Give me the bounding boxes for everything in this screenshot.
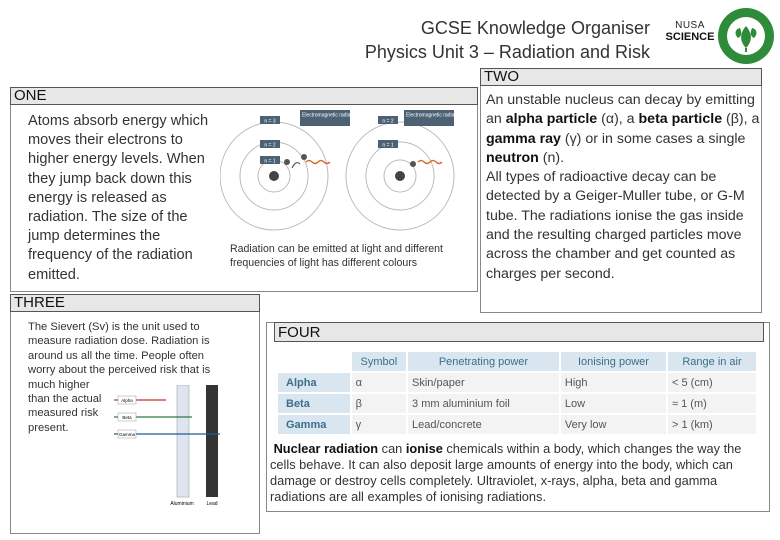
table-cell: Very low — [561, 415, 666, 434]
two-text-1: An unstable nucleus can decay by emitting an — [486, 92, 755, 128]
table-header-cell: Penetrating power — [408, 352, 559, 371]
table-row — [278, 373, 756, 392]
energy-level-diagram — [220, 104, 470, 240]
three-text-narrow: much higher than the actual measured risk present. — [28, 378, 102, 434]
section-one-text: Atoms absorb energy which moves their electrons to higher energy levels. When they jump back down this energy is released as radiation. The size of the jump determines the frequency of the radiation emitted. — [28, 113, 209, 283]
svg-text:n = 2: n = 2 — [382, 118, 394, 125]
level-tags-right — [378, 110, 463, 149]
aluminium-label: Aluminium — [170, 501, 194, 507]
table-cell: Beta — [278, 394, 350, 413]
two-text-detection: All types of radioactive decay can be detected by a Geiger-Muller tube, or G-M tube. The radiations ionise the gas inside and the resulting charged particles move across the chamber and get counted as charges per second. — [486, 169, 745, 282]
term-gamma: gamma ray — [486, 130, 561, 147]
two-text-2: (α), a — [597, 111, 639, 128]
section-three-heading: THREE — [10, 294, 260, 312]
table-header-cell — [278, 352, 350, 371]
leaf-in-circle-icon — [718, 8, 774, 64]
svg-text:n = 1: n = 1 — [382, 142, 394, 149]
svg-text:Gamma: Gamma — [118, 432, 136, 437]
term-nuclear-radiation: Nuclear radiation — [273, 441, 379, 456]
four-text-1: can — [378, 441, 406, 456]
two-text-5: (n). — [538, 149, 565, 166]
term-neutron: neutron — [486, 149, 539, 166]
term-ionise: ionise — [405, 441, 443, 456]
svg-text:n = 1: n = 1 — [264, 158, 276, 165]
table-cell: α — [352, 373, 406, 392]
svg-text:Alpha: Alpha — [121, 398, 133, 403]
svg-text:Electromagnetic radiation: Electromagnetic radiation — [302, 112, 359, 119]
two-text-3: (β), a — [722, 111, 760, 128]
brand-name — [664, 20, 716, 43]
svg-text:n = 2: n = 2 — [264, 142, 276, 149]
table-cell: < 5 (cm) — [668, 373, 756, 392]
table-cell: β — [352, 394, 406, 413]
three-text-wide: The Sievert (Sv) is the unit used to measure radiation dose. Radiation is around us all the time. People often worry about the perceived risk that is — [28, 321, 211, 377]
level-tags-left — [260, 110, 359, 165]
term-beta: beta particle — [638, 111, 723, 128]
svg-text:n = 3: n = 3 — [264, 118, 276, 125]
table-cell: > 1 (km) — [668, 415, 756, 434]
table-cell: ≈ 1 (m) — [668, 394, 756, 413]
table-cell: 3 mm aluminium foil — [408, 394, 559, 413]
table-cell: Lead/concrete — [408, 415, 559, 434]
radiation-table — [276, 350, 758, 436]
alpha-ray — [114, 396, 166, 404]
term-alpha: alpha particle — [505, 111, 598, 128]
table-header-cell: Range in air — [668, 352, 756, 371]
table-cell: Low — [561, 394, 666, 413]
table-cell: Alpha — [278, 373, 350, 392]
section-four-text — [270, 441, 770, 505]
table-cell: High — [561, 373, 666, 392]
table-header-row — [278, 352, 756, 371]
title-line-2: Physics Unit 3 – Radiation and Risk — [364, 42, 650, 62]
section-four-heading: FOUR — [274, 322, 764, 342]
atom-left — [220, 122, 330, 230]
svg-text:Electromagnetic radiation: Electromagnetic radiation — [406, 112, 463, 119]
gamma-ray — [114, 430, 220, 438]
title-line-1: GCSE Knowledge Organiser — [420, 18, 650, 38]
table-row — [278, 415, 756, 434]
table-header-cell: Ionising power — [561, 352, 666, 371]
atom-right — [346, 122, 454, 230]
brand-bottom: SCIENCE — [665, 31, 715, 43]
penetration-diagram — [112, 385, 232, 510]
table-header-cell: Symbol — [352, 352, 406, 371]
table-cell: Skin/paper — [408, 373, 559, 392]
section-one-heading: ONE — [10, 87, 478, 105]
two-text-4: (γ) or in some cases a single — [560, 130, 746, 147]
diagram-caption: Radiation can be emitted at light and different frequencies of light has different colours — [230, 243, 443, 269]
svg-text:Beta: Beta — [122, 415, 132, 420]
section-two-text — [486, 91, 770, 284]
four-text-2: chemicals within a body, which changes the way the cells behave. It can also deposit large amounts of energy into the body, which can damage or destroy cells completely. Ultraviolet, x-rays, alpha, beta and gamma radiations are all examples of ionising radiations. — [270, 441, 742, 504]
brand-top: NUSA — [675, 20, 705, 31]
table-cell: Gamma — [278, 415, 350, 434]
table-row — [278, 394, 756, 413]
section-two-heading: TWO — [480, 68, 762, 86]
page-title — [300, 16, 650, 64]
lead-label: Lead — [206, 501, 218, 507]
table-cell: γ — [352, 415, 406, 434]
